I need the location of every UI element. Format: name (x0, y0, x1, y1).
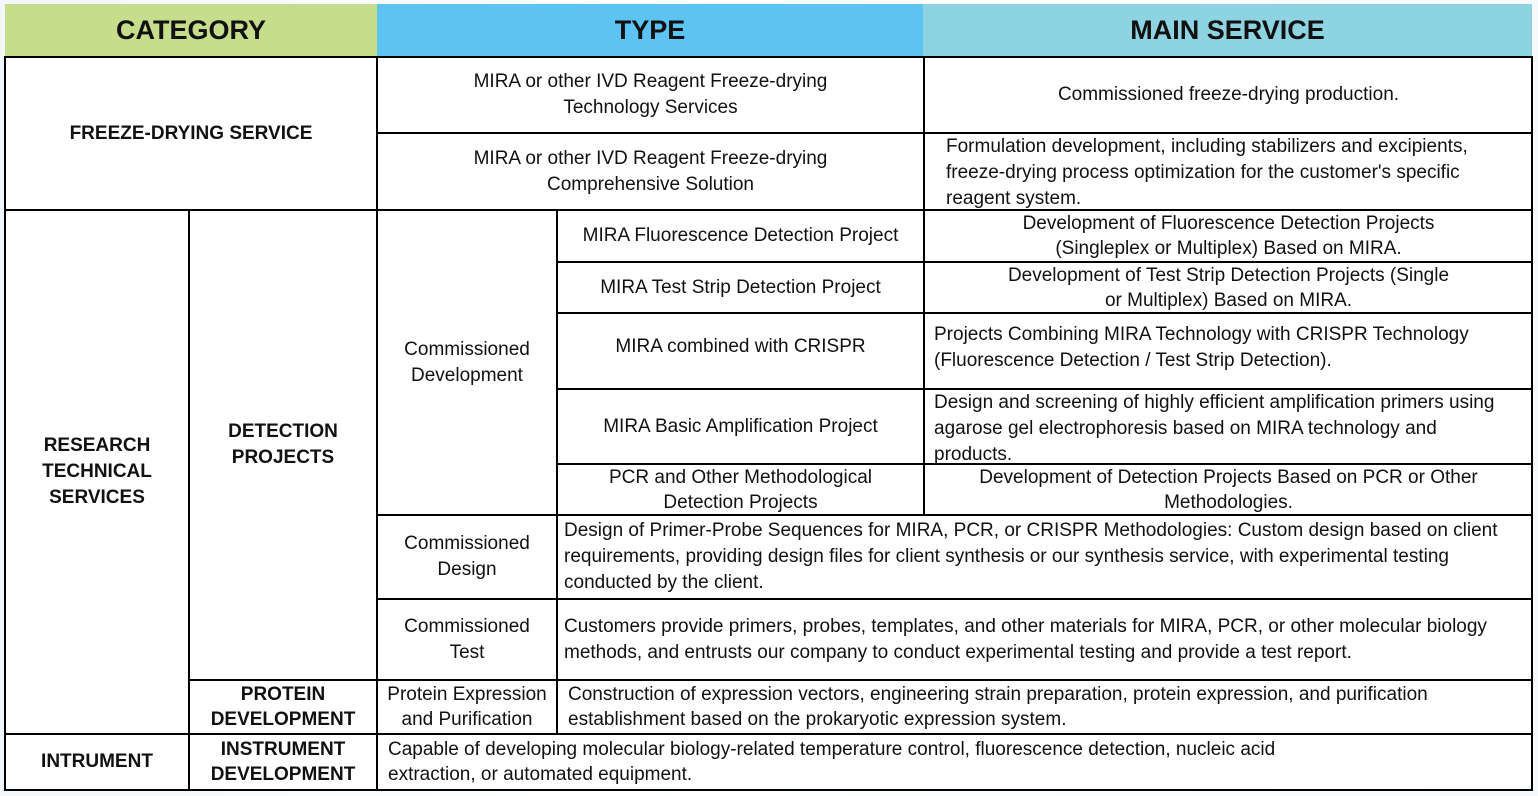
project-crispr-service: Projects Combining MIRA Technology with CRISPR Technology (Fluorescence Detection / Test Strip Detection). (926, 314, 1531, 388)
service-instrument-development: Capable of developing molecular biology-related temperature control, fluorescence detection, nucleic acid extraction, or automated equipment. (378, 735, 1531, 789)
service-formulation-development (926, 134, 1531, 209)
service-freeze-drying-production: Commissioned freeze-drying production. (926, 58, 1531, 132)
header-category: CATEGORY (5, 4, 377, 56)
project-test-strip-type: MIRA Test Strip Detection Project (558, 263, 923, 312)
project-crispr-type: MIRA combined with CRISPR (558, 314, 923, 388)
subcategory-detection-projects: DETECTION PROJECTS (190, 211, 376, 679)
header-main-service: MAIN SERVICE (923, 4, 1532, 56)
project-pcr-type: PCR and Other Methodological Detection Projects (558, 465, 923, 514)
subcategory-protein-development: PROTEIN DEVELOPMENT (190, 681, 376, 733)
category-freeze-drying: FREEZE-DRYING SERVICE (6, 58, 376, 209)
project-test-strip-service: Development of Test Strip Detection Projects (Single or Multiplex) Based on MIRA. (926, 263, 1531, 312)
service-commissioned-test: Customers provide primers, probes, templates, and other materials for MIRA, PCR, or other molecular biology methods, and entrusts our company to conduct experimental testing and provide a test report. (558, 600, 1531, 679)
service-commissioned-design: Design of Primer-Probe Sequences for MIRA, PCR, or CRISPR Methodologies: Custom design based on client requirements, providing design files for client synthesis or our synthesis service, with experimental testing conducted by the client. (558, 516, 1531, 598)
project-basic-amplification-type: MIRA Basic Amplification Project (558, 390, 923, 463)
project-fluorescence-service: Development of Fluorescence Detection Projects (Singleplex or Multiplex) Based on MIRA. (926, 211, 1531, 261)
subcategory-instrument-development: INSTRUMENT DEVELOPMENT (190, 735, 376, 789)
category-research-technical-services: RESEARCH TECHNICAL SERVICES (6, 211, 188, 733)
header-type: TYPE (377, 4, 923, 56)
type-commissioned-design: Commissioned Design (378, 516, 556, 598)
type-commissioned-test: Commissioned Test (378, 600, 556, 679)
type-commissioned-development: Commissioned Development (378, 211, 556, 514)
type-protein-expression: Protein Expression and Purification (378, 681, 556, 733)
project-pcr-service: Development of Detection Projects Based on PCR or Other Methodologies. (926, 465, 1531, 514)
project-fluorescence-type: MIRA Fluorescence Detection Project (558, 211, 923, 261)
category-instrument: INTRUMENT (6, 735, 188, 789)
service-formulation-text: Formulation development, including stabilizers and excipients, freeze-drying process optimization for the customer's specific reagent system. (946, 136, 1468, 209)
project-basic-amplification-service: Design and screening of highly efficient amplification primers using agarose gel electrophoresis based on MIRA technology and products. (926, 390, 1531, 463)
service-protein-expression: Construction of expression vectors, engineering strain preparation, protein expression, and purification establishment based on the prokaryotic expression system. (558, 681, 1531, 733)
type-freeze-drying-comprehensive: MIRA or other IVD Reagent Freeze-drying Comprehensive Solution (378, 134, 923, 209)
type-freeze-drying-technology: MIRA or other IVD Reagent Freeze-drying Technology Services (378, 58, 923, 132)
